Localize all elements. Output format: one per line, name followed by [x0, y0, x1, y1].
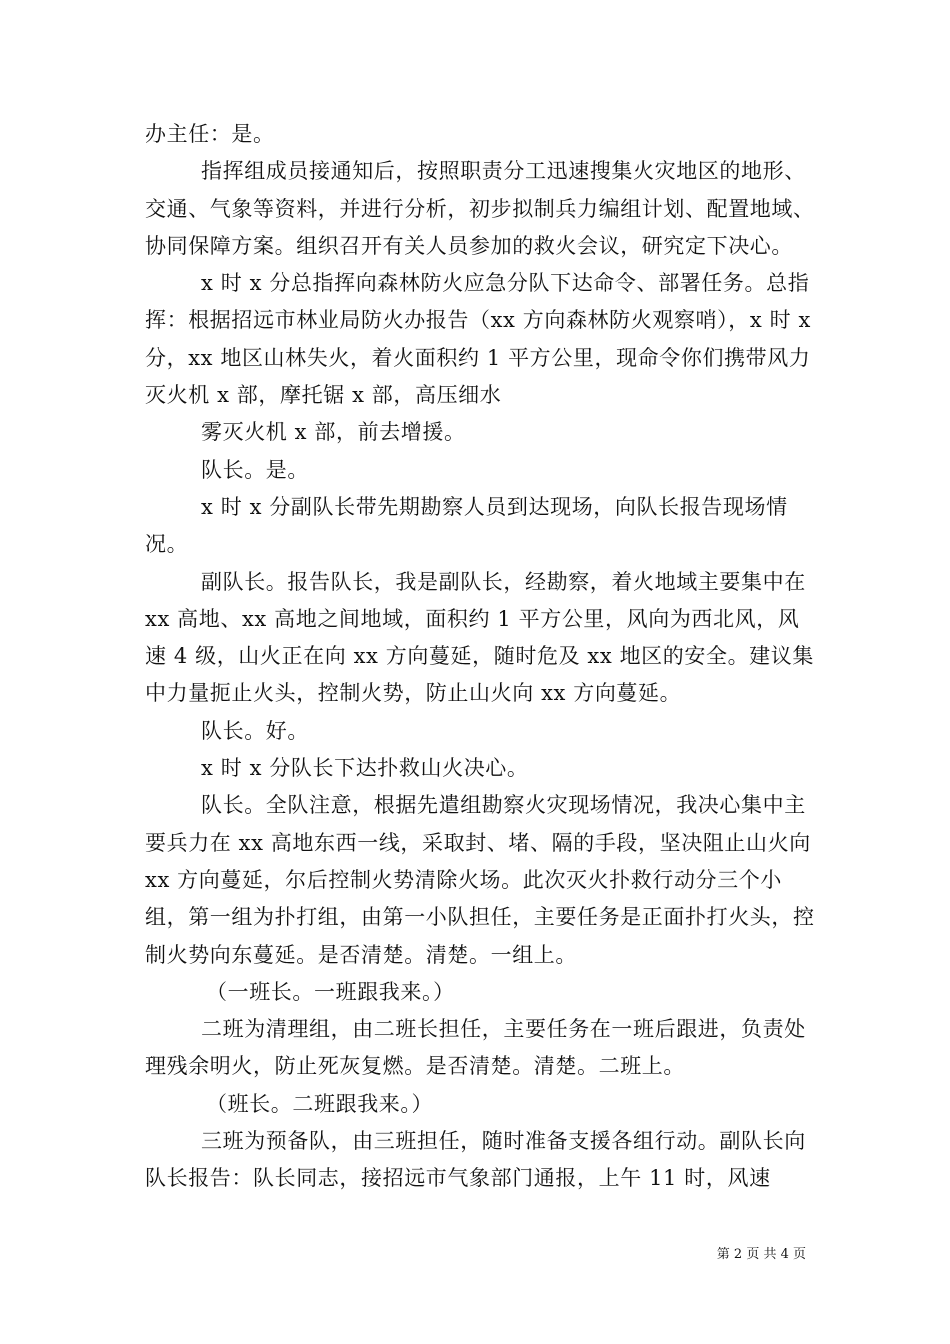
paragraph-8: 队长。好。: [201, 718, 309, 743]
paragraph-11: （一班长。一班跟我来。）: [206, 979, 455, 1004]
paragraph-13: （班长。二班跟我来。）: [206, 1091, 434, 1116]
paragraph-7: 副队长。报告队长，我是副队长，经勘察，着火地域主要集中在 xx 高地、xx 高地之间地域，面积约 1 平方公里，风向为西北风，风速 4 级，山火正在向 xx 方向蔓延，随时危及 xx 地区的安全。建议集中力量扼止火头，控制火势，防止山火向 xx 方向蔓延。: [145, 569, 814, 706]
paragraph-4: 雾灭火机 x 部，前去增援。: [201, 420, 466, 445]
paragraph-2: 指挥组成员接通知后，按照职责分工迅速搜集火灾地区的地形、交通、气象等资料，并进行分析，初步拟制兵力编组计划、配置地域、协同保障方案。组织召开有关人员参加的救火会议，研究定下决心。: [145, 159, 815, 258]
paragraph-14: 三班为预备队，由三班担任，随时准备支援各组行动。副队长向队长报告：队长同志，接招远市气象部门通报，上午 11 时，风速: [145, 1129, 806, 1191]
paragraph-1: 办主任：是。: [145, 122, 275, 146]
document-body: [145, 116, 815, 1198]
paragraph-9: x 时 x 分队长下达扑救山火决心。: [201, 756, 529, 781]
paragraph-12: 二班为清理组，由二班长担任，主要任务在一班后跟进，负责处理残余明火，防止死灰复燃。是否清楚。清楚。二班上。: [145, 1017, 806, 1079]
paragraph-3: x 时 x 分总指挥向森林防火应急分队下达命令、部署任务。总指挥：根据招远市林业局防火办报告（xx 方向森林防火观察哨），x 时 x 分，xx 地区山林失火，着火面积约 1 平方公里，现命令你们携带风力灭火机 x 部，摩托锯 x 部，高压细水: [145, 271, 811, 408]
page-number-footer: 第 2 页 共 4 页: [716, 1247, 806, 1262]
paragraph-10: 队长。全队注意，根据先遣组勘察火灾现场情况，我决心集中主要兵力在 xx 高地东西一线，采取封、堵、隔的手段，坚决阻止山火向 xx 方向蔓延，尔后控制火势清除火场。此次灭火扑救行动分三个小组，第一组为扑打组，由第一小队担任，主要任务是正面扑打火头，控制火势向东蔓延。是否清楚。清楚。一组上。: [145, 793, 815, 967]
paragraph-5: 队长。是。: [201, 457, 309, 482]
paragraph-6: x 时 x 分副队长带先期勘察人员到达现场，向队长报告现场情况。: [145, 494, 788, 557]
